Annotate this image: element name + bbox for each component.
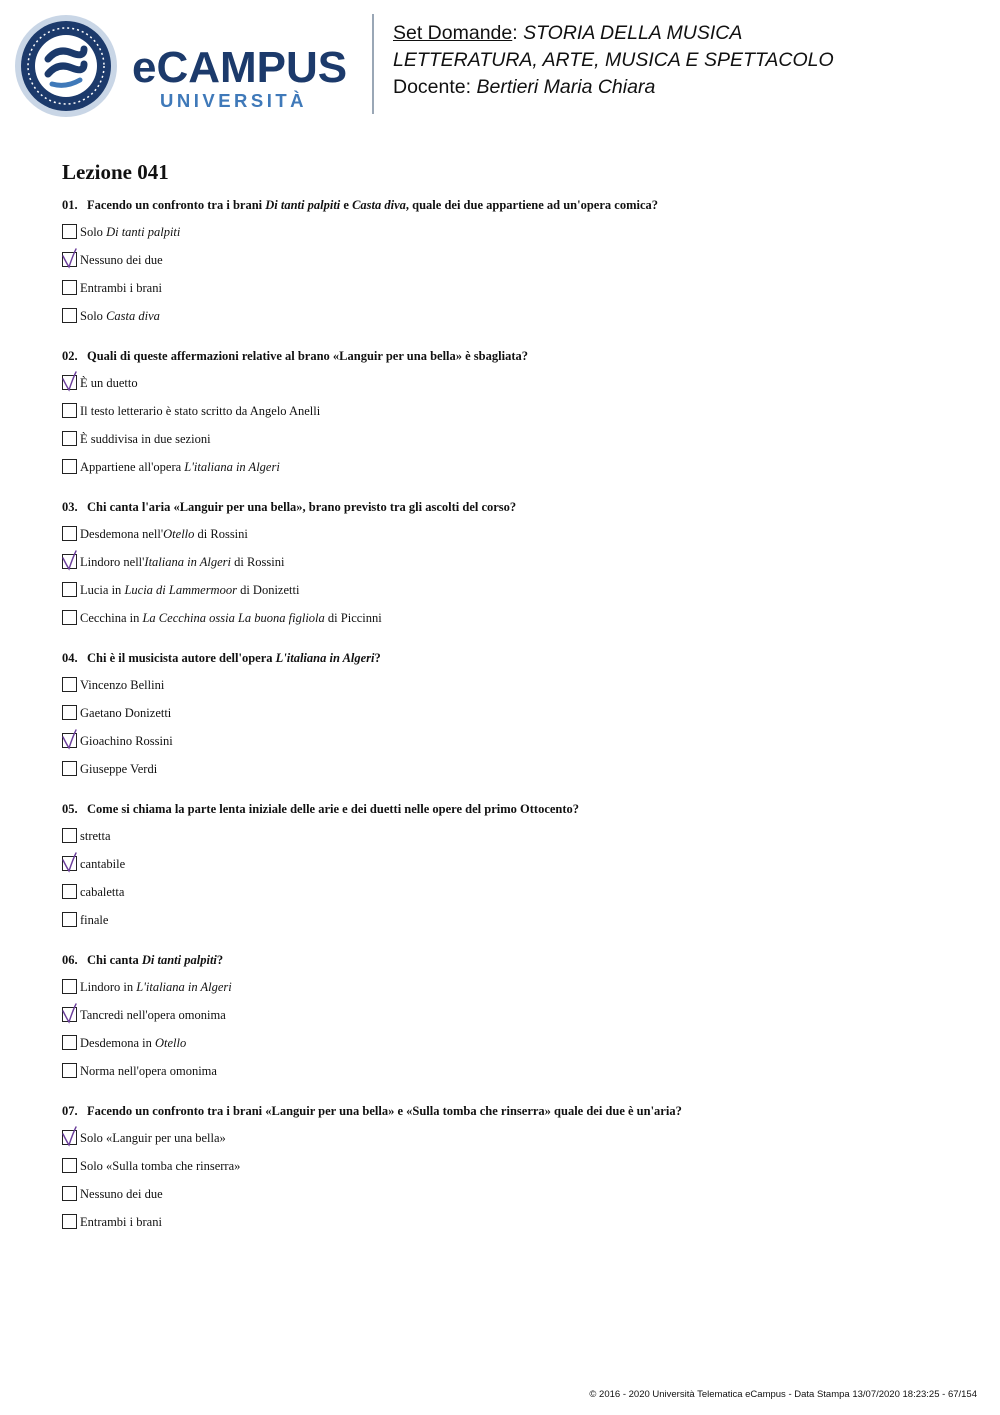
text-fragment: Il testo letterario è stato scritto da Angelo Anelli <box>80 404 321 418</box>
text-fragment: di Rossini <box>230 555 285 569</box>
option-label <box>80 431 211 447</box>
option-label <box>80 1007 226 1023</box>
checkbox[interactable] <box>62 459 77 474</box>
checkbox[interactable] <box>62 761 77 776</box>
italic-title: Di tanti palpiti <box>265 198 341 212</box>
option-label <box>80 1130 226 1146</box>
italic-title: Casta diva <box>106 309 160 323</box>
header-divider <box>372 14 374 114</box>
question-text <box>62 651 381 666</box>
question-number: 06. <box>62 953 78 967</box>
checkbox[interactable] <box>62 1158 77 1173</box>
handwritten-check-icon <box>61 248 79 270</box>
option-label <box>80 554 284 570</box>
option-label <box>80 912 108 928</box>
text-fragment: ? <box>216 953 224 967</box>
text-fragment: finale <box>80 913 109 927</box>
option-label <box>80 979 232 995</box>
checkbox[interactable] <box>62 884 77 899</box>
italic-title: Lucia di Lammermoor <box>124 583 237 597</box>
question-number: 07. <box>62 1104 78 1118</box>
text-fragment: Gaetano Donizetti <box>80 706 172 720</box>
text-fragment: Giuseppe Verdi <box>80 762 158 776</box>
question-number: 01. <box>62 198 78 212</box>
checkbox[interactable] <box>62 224 77 239</box>
text-fragment: , quale dei due appartiene ad un'opera comica? <box>405 198 658 212</box>
italic-title: Italiana in Algeri <box>144 555 231 569</box>
option-label <box>80 459 280 475</box>
italic-title: L'italiana in Algeri <box>184 460 280 474</box>
text-fragment: Lindoro in <box>80 980 137 994</box>
logo-wordmark: eCAMPUS <box>132 43 348 92</box>
text-fragment: e <box>340 198 353 212</box>
ecampus-logo <box>14 14 359 118</box>
text-fragment: È suddivisa in due sezioni <box>80 432 211 446</box>
option-label <box>80 1035 186 1051</box>
option-label <box>80 733 173 749</box>
italic-title: La Cecchina ossia La buona figliola <box>142 611 325 625</box>
text-fragment: stretta <box>80 829 111 843</box>
italic-title: Otello <box>154 1036 187 1050</box>
question-text <box>62 349 528 364</box>
option-label <box>80 582 299 598</box>
text-fragment: Quali di queste affermazioni relative al brano «Languir per una bella» è sbagliata? <box>87 349 528 363</box>
checkbox[interactable] <box>62 677 77 692</box>
option-label <box>80 1158 240 1174</box>
set-label: Set Domande <box>393 22 513 44</box>
text-fragment: cabaletta <box>80 885 125 899</box>
checkbox[interactable] <box>62 705 77 720</box>
text-fragment: di Piccinni <box>324 611 382 625</box>
option-label <box>80 828 111 844</box>
italic-title: Di tanti palpiti <box>106 225 181 239</box>
handwritten-check-icon <box>61 852 79 874</box>
text-fragment: È un duetto <box>80 376 138 390</box>
text-fragment: Chi è il musicista autore dell'opera <box>87 651 276 665</box>
set-title-line1: STORIA DELLA MUSICA <box>523 22 743 44</box>
text-fragment: Entrambi i brani <box>80 1215 162 1229</box>
option-label <box>80 884 124 900</box>
option-label <box>80 610 382 626</box>
teacher-name: Bertieri Maria Chiara <box>476 76 656 98</box>
italic-title: L'italiana in Algeri <box>275 651 375 665</box>
checkbox[interactable] <box>62 431 77 446</box>
option-label <box>80 224 180 240</box>
footer-text: © 2016 - 2020 Università Telematica eCampus - Data Stampa 13/07/2020 18:23:25 - 67/154 <box>589 1389 977 1400</box>
option-label <box>80 403 320 419</box>
text-fragment: Norma nell'opera omonima <box>80 1064 217 1078</box>
handwritten-check-icon <box>61 371 79 393</box>
option-label <box>80 1186 163 1202</box>
text-fragment: Solo <box>80 309 107 323</box>
checkbox[interactable] <box>62 1214 77 1229</box>
italic-title: Di tanti palpiti <box>141 953 217 967</box>
checkbox[interactable] <box>62 610 77 625</box>
checkbox[interactable] <box>62 308 77 323</box>
set-line: Set Domande: STORIA DELLA MUSICA <box>393 22 743 44</box>
option-label <box>80 705 171 721</box>
handwritten-check-icon <box>61 1126 79 1148</box>
text-fragment: Vincenzo Bellini <box>80 678 165 692</box>
text-fragment: Nessuno dei due <box>80 253 163 267</box>
checkbox[interactable] <box>62 828 77 843</box>
text-fragment: Tancredi nell'opera omonima <box>80 1008 226 1022</box>
checkbox[interactable] <box>62 979 77 994</box>
question-number: 04. <box>62 651 78 665</box>
option-label <box>80 761 157 777</box>
text-fragment: Lucia in <box>80 583 125 597</box>
italic-title: Otello <box>163 527 195 541</box>
checkbox[interactable] <box>62 526 77 541</box>
handwritten-check-icon <box>61 550 79 572</box>
question-text <box>62 953 223 968</box>
option-label <box>80 280 162 296</box>
text-fragment: Gioachino Rossini <box>80 734 173 748</box>
logo-subtext: UNIVERSITÀ <box>160 90 308 111</box>
italic-title: L'italiana in Algeri <box>136 980 232 994</box>
text-fragment: Solo <box>80 225 107 239</box>
checkbox[interactable] <box>62 582 77 597</box>
checkbox[interactable] <box>62 1063 77 1078</box>
header-info <box>393 20 983 101</box>
text-fragment: Appartiene all'opera <box>80 460 185 474</box>
option-label <box>80 375 138 391</box>
text-fragment: Entrambi i brani <box>80 281 162 295</box>
question-number: 03. <box>62 500 78 514</box>
checkbox[interactable] <box>62 912 77 927</box>
text-fragment: di Rossini <box>194 527 248 541</box>
question-text <box>62 198 658 213</box>
text-fragment: Cecchina in <box>80 611 143 625</box>
option-label <box>80 677 164 693</box>
set-title-line2: LETTERATURA, ARTE, MUSICA E SPETTACOLO <box>393 49 834 71</box>
option-label <box>80 526 248 542</box>
question-text <box>62 500 516 515</box>
handwritten-check-icon <box>61 729 79 751</box>
text-fragment: Come si chiama la parte lenta iniziale delle arie e dei duetti nelle opere del primo Ottocento? <box>87 802 580 816</box>
checkbox[interactable] <box>62 403 77 418</box>
text-fragment: Chi canta l'aria «Languir per una bella», brano previsto tra gli ascolti del corso? <box>87 500 517 514</box>
question-text <box>62 1104 682 1119</box>
text-fragment: Desdemona in <box>80 1036 155 1050</box>
text-fragment: Lindoro nell' <box>80 555 145 569</box>
checkbox[interactable] <box>62 280 77 295</box>
text-fragment: Facendo un confronto tra i brani «Languir per una bella» e «Sulla tomba che rinserra» quale dei due è un'aria? <box>87 1104 682 1118</box>
checkbox[interactable] <box>62 1186 77 1201</box>
text-fragment: Desdemona nell' <box>80 527 164 541</box>
text-fragment: Chi canta <box>87 953 142 967</box>
option-label <box>80 1063 217 1079</box>
option-label <box>80 308 160 324</box>
text-fragment: Solo «Languir per una bella» <box>80 1131 226 1145</box>
teacher-line <box>393 74 983 101</box>
set-title-line2-row <box>393 47 983 74</box>
text-fragment: ? <box>374 651 381 665</box>
text-fragment: di Donizetti <box>236 583 300 597</box>
option-label <box>80 856 125 872</box>
text-fragment: cantabile <box>80 857 126 871</box>
text-fragment: Nessuno dei due <box>80 1187 163 1201</box>
handwritten-check-icon <box>61 1003 79 1025</box>
question-number: 05. <box>62 802 78 816</box>
text-fragment: Facendo un confronto tra i brani <box>87 198 266 212</box>
italic-title: Casta diva <box>352 198 406 212</box>
option-label <box>80 252 163 268</box>
teacher-label: Docente: <box>393 76 472 98</box>
checkbox[interactable] <box>62 1035 77 1050</box>
lesson-title: Lezione 041 <box>62 160 169 184</box>
option-label <box>80 1214 162 1230</box>
question-text <box>62 802 579 817</box>
question-number: 02. <box>62 349 78 363</box>
text-fragment: Solo «Sulla tomba che rinserra» <box>80 1159 241 1173</box>
